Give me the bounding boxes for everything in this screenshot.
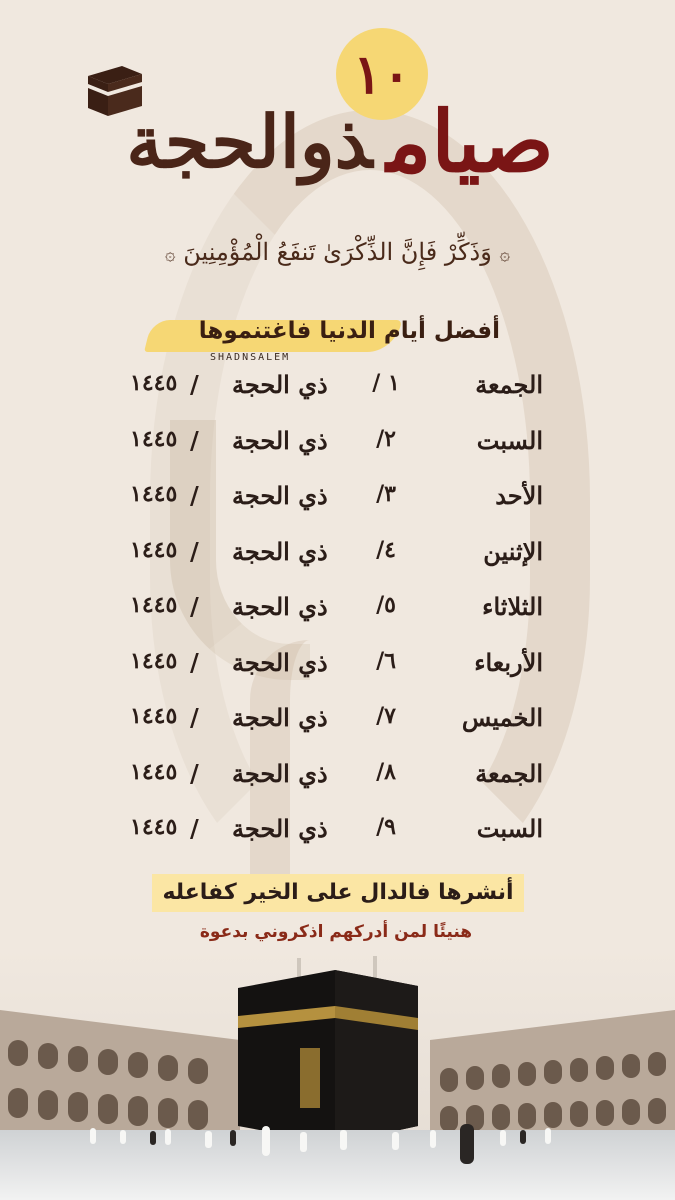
schedule-month: ذي الحجة — [232, 425, 328, 455]
schedule-day-number: ٣/ — [376, 481, 396, 507]
schedule-day-number: ٨/ — [376, 758, 396, 785]
schedule-month: ذي الحجة — [232, 481, 328, 510]
schedule-year: ١٤٤٥ — [130, 536, 178, 563]
schedule-row — [0, 695, 675, 745]
schedule-month: ذي الحجة — [232, 536, 328, 566]
schedule-day: السبت — [476, 425, 543, 455]
schedule-year: ١٤٤٥ — [130, 814, 178, 840]
schedule-year: ١٤٤٥ — [130, 592, 178, 618]
schedule-day-number: ٦/ — [376, 647, 396, 674]
schedule-month: ذي الحجة — [232, 703, 328, 732]
title-word-dhul-hijjah: ذوالحجة — [126, 99, 373, 184]
schedule-row — [0, 640, 675, 690]
badge-number: ١٠ — [352, 42, 411, 106]
schedule-month: ذي الحجة — [232, 647, 328, 677]
schedule-day-number: ٥/ — [376, 592, 396, 618]
schedule-month: ذي الحجة — [232, 814, 328, 843]
best-days-text: أفضل أيام الدنيا فاغتنموها — [198, 318, 500, 344]
schedule-day: الأحد — [495, 481, 543, 510]
schedule-separator: / — [190, 481, 199, 510]
schedule-day-number: ٤/ — [376, 536, 396, 563]
schedule-separator: / — [190, 425, 199, 455]
schedule-row — [0, 473, 675, 523]
schedule-month: ذي الحجة — [232, 370, 328, 399]
schedule-separator: / — [190, 814, 199, 843]
schedule-separator: / — [190, 592, 199, 621]
schedule-row — [0, 584, 675, 634]
schedule-day-number: ٩/ — [376, 814, 396, 840]
verse-text: وَذَكِّرْ فَإِنَّ الذِّكْرَىٰ تَنفَعُ الْمُؤْمِنِينَ — [183, 238, 492, 266]
schedule-day: الإثنين — [483, 536, 543, 566]
title-word-fasting: صيام — [386, 92, 554, 191]
schedule-day: الثلاثاء — [482, 592, 543, 621]
schedule-year: ١٤٤٥ — [130, 481, 178, 507]
schedule-row — [0, 362, 675, 412]
best-days-banner — [140, 318, 520, 354]
share-banner: أنشرها فالدال على الخير كفاعله — [152, 874, 524, 912]
verse-ornament-right: ۞ — [499, 244, 510, 265]
schedule-month: ذي الحجة — [232, 592, 328, 621]
schedule-row — [0, 418, 675, 468]
schedule-day: السبت — [476, 814, 543, 843]
schedule-year: ١٤٤٥ — [130, 647, 178, 674]
schedule-day-number: ٢/ — [376, 425, 396, 452]
schedule-year: ١٤٤٥ — [130, 370, 178, 396]
schedule-year: ١٤٤٥ — [130, 425, 178, 452]
schedule-day: الجمعة — [475, 370, 543, 399]
quran-verse — [110, 238, 565, 266]
schedule-row — [0, 529, 675, 579]
schedule-separator: / — [190, 536, 199, 566]
schedule-row — [0, 806, 675, 856]
dua-request: هنيئًا لمن أدركهم اذكروني بدعوة — [199, 922, 473, 942]
schedule-day: الجمعة — [475, 758, 543, 788]
schedule-day: الأربعاء — [474, 647, 543, 677]
schedule-year: ١٤٤٥ — [130, 758, 178, 785]
schedule-day-number: ١ / — [372, 370, 400, 396]
schedule-separator: / — [190, 647, 199, 677]
schedule-separator: / — [190, 370, 199, 399]
schedule-month: ذي الحجة — [232, 758, 328, 788]
schedule-row — [0, 751, 675, 801]
schedule-separator: / — [190, 703, 199, 732]
author-signature: SHADNSALEM — [210, 352, 291, 363]
kaaba-photo — [0, 948, 675, 1200]
schedule-separator: / — [190, 758, 199, 788]
page-title — [40, 92, 640, 232]
schedule-day-number: ٧/ — [376, 703, 396, 729]
schedule-day: الخميس — [461, 703, 543, 732]
verse-ornament-left: ۞ — [165, 244, 176, 265]
schedule-year: ١٤٤٥ — [130, 703, 178, 729]
